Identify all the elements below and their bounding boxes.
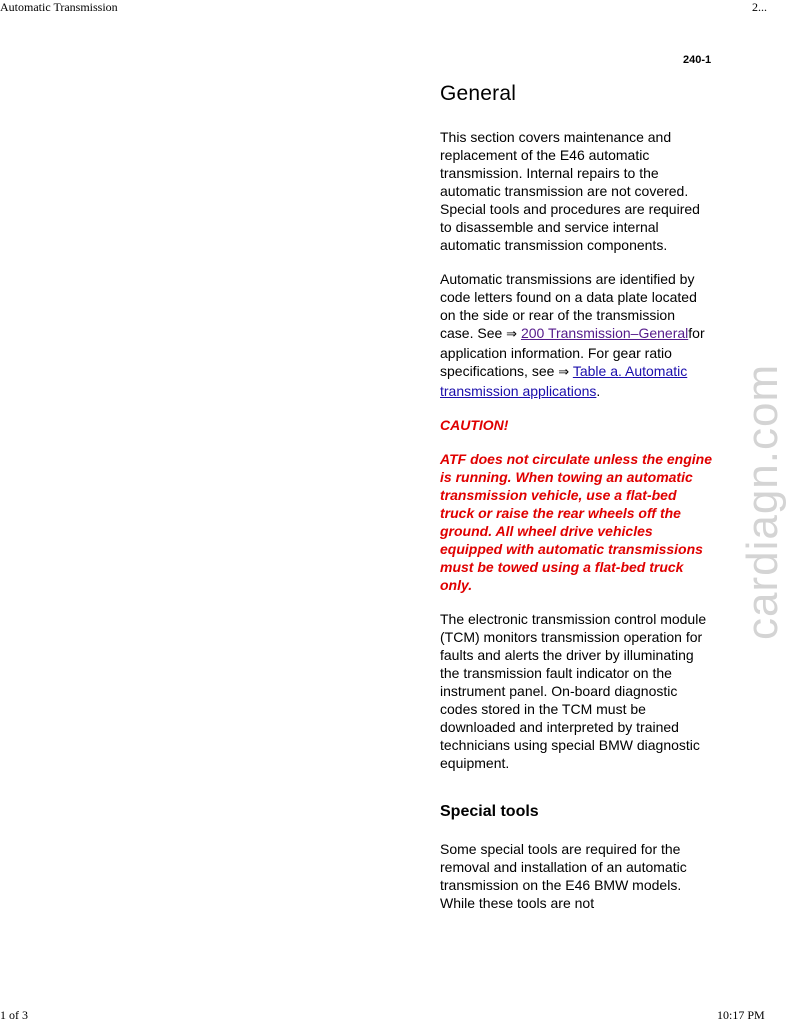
identification-text-b: for application information. For gear ratio specifications, see — [440, 325, 705, 379]
footer-page-of: 1 of 3 — [0, 1008, 28, 1022]
caution-label: CAUTION! — [440, 417, 509, 433]
special-tools-heading: Special tools — [440, 803, 539, 820]
header-title: Automatic Transmission — [0, 0, 118, 14]
right-arrow-icon: ⇒ — [558, 365, 570, 380]
content-column — [440, 80, 712, 928]
special-tools-paragraph: Some special tools are required for the removal and installation of an automatic transmission on the E46 BMW models. While these tools are not — [440, 841, 687, 911]
right-arrow-icon: ⇒ — [506, 327, 518, 342]
identification-text-c: . — [596, 383, 601, 399]
identification-text-a: Automatic transmissions are identified by code letters found on a data plate located on the side or rear of the transmission case. See — [440, 271, 697, 341]
identification-paragraph — [440, 270, 712, 400]
page-number: 240-1 — [683, 54, 712, 66]
footer-time: 10:17 PM — [717, 1008, 765, 1022]
header-page-ref: 2... — [752, 0, 767, 14]
section-title: General — [440, 82, 517, 105]
caution-text: ATF does not circulate unless the engine is running. When towing an automatic transmission vehicle, use a flat-bed truck or raise the rear wheels off the ground. All wheel drive vehicles equipped with automatic transmissions must be towed using a flat-bed truck only. — [440, 451, 713, 593]
intro-paragraph: This section covers maintenance and replacement of the E46 automatic transmission. Internal repairs to the automatic transmission are not covered. Special tools and procedures are required to disassemble and service internal automatic transmission components. — [440, 129, 700, 253]
transmission-general-link[interactable]: 200 Transmission–General — [520, 325, 689, 341]
table-a-link[interactable]: Table a. Automatic transmission applications — [440, 363, 688, 399]
tcm-paragraph: The electronic transmission control module (TCM) monitors transmission operation for faults and alerts the driver by illuminating the transmission fault indicator on the instrument panel. On-board diagnostic codes stored in the TCM must be downloaded and interpreted by trained technicians using special BMW diagnostic equipment. — [440, 611, 707, 771]
watermark: cardiagn.com — [738, 363, 787, 640]
